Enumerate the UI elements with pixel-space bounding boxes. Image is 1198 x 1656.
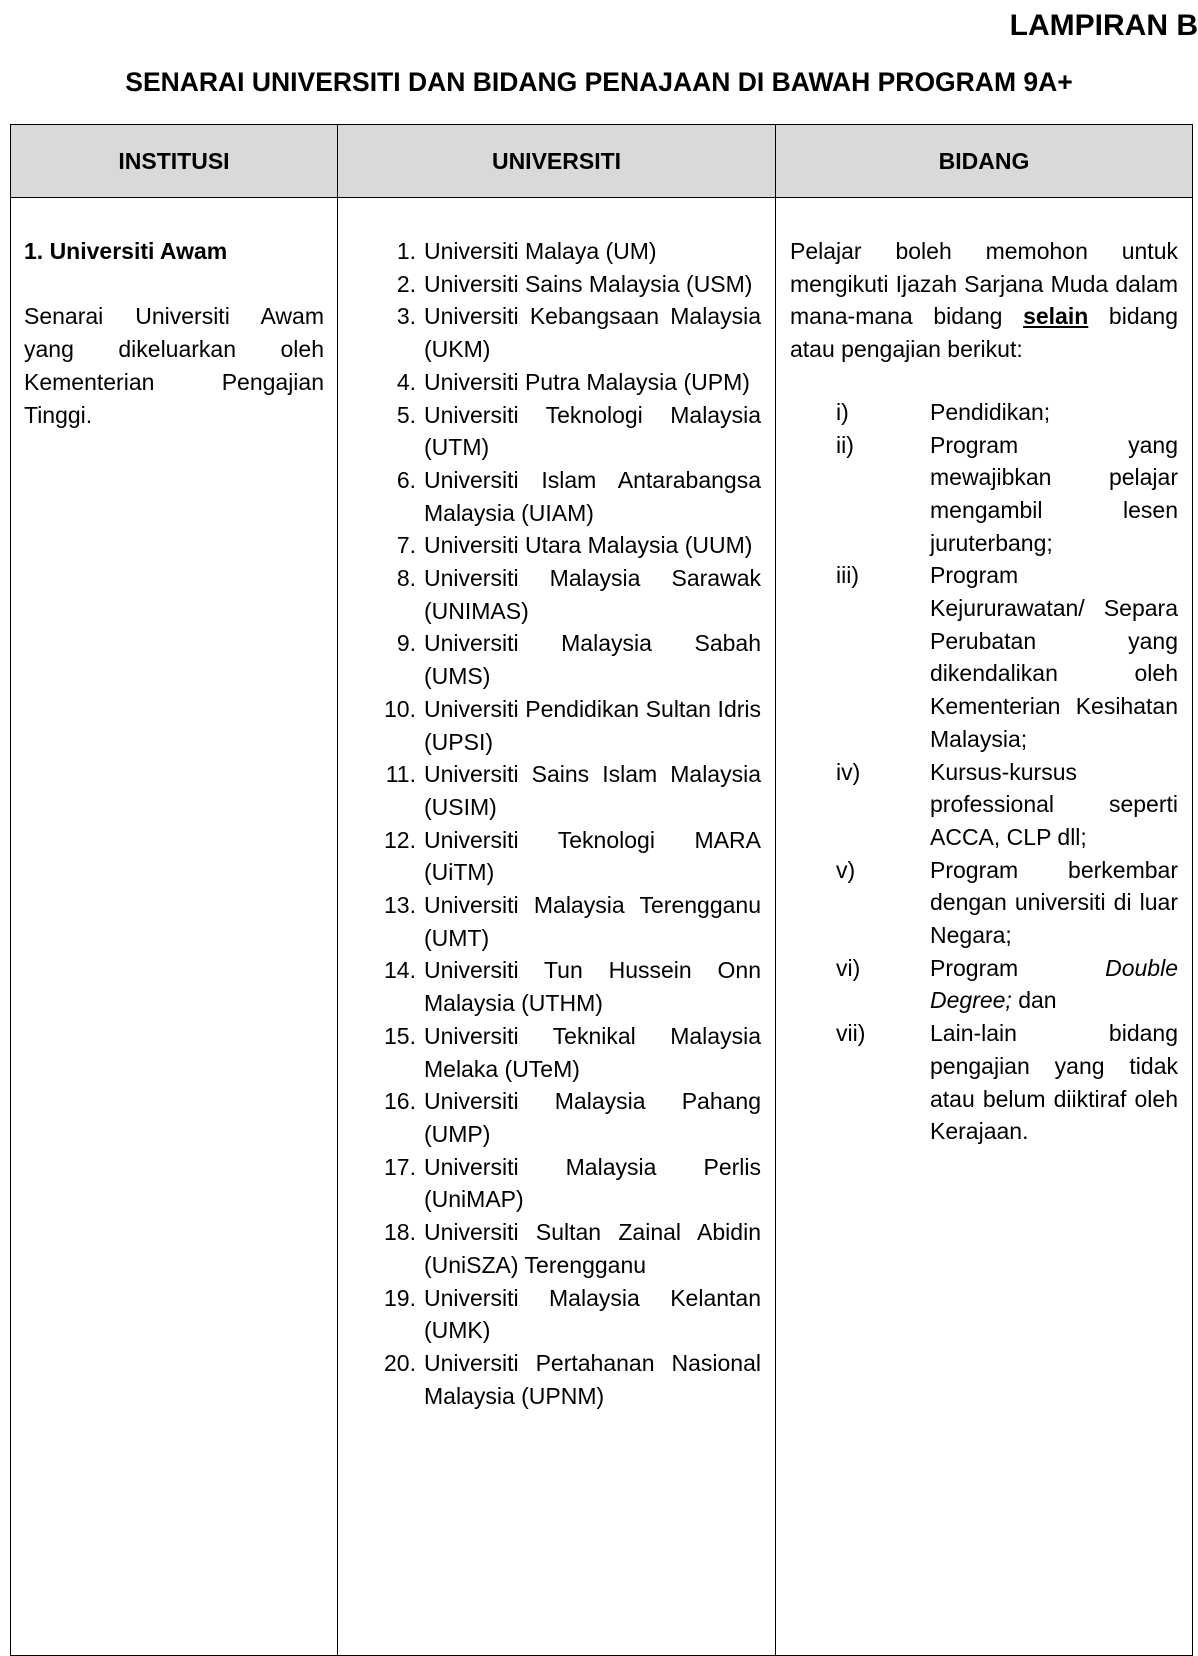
list-item-numeral: vi)	[836, 954, 861, 981]
list-item-number: 1.	[396, 238, 416, 264]
list-item	[790, 952, 1178, 1017]
list-item	[790, 1017, 1178, 1148]
list-item-number: 17.	[384, 1153, 416, 1180]
university-name: Universiti Kebangsaan Malaysia (UKM)	[424, 303, 761, 363]
list-item-number: 3.	[396, 303, 416, 330]
list-item-numeral: vii)	[836, 1020, 866, 1047]
university-name: Universiti Pendidikan Sultan Idris (UPSI)	[424, 695, 761, 755]
list-item	[338, 268, 761, 301]
list-item-number: 16.	[384, 1088, 416, 1115]
list-item	[338, 758, 761, 823]
list-item	[790, 854, 1178, 952]
list-item	[338, 529, 761, 562]
exclusion-text-start: Program	[930, 954, 1106, 981]
list-item	[790, 396, 1178, 429]
university-name: Universiti Malaysia Kelantan (UMK)	[424, 1284, 761, 1344]
table-row	[11, 198, 1193, 1656]
universiti-cell	[338, 198, 776, 1656]
university-name: Universiti Sultan Zainal Abidin (UniSZA) Terengganu	[424, 1219, 761, 1278]
list-item-number: 18.	[384, 1219, 416, 1246]
list-item-number: 7.	[396, 532, 416, 559]
column-header-bidang: BIDANG	[776, 125, 1193, 198]
university-name: Universiti Malaysia Perlis (UniMAP)	[424, 1153, 761, 1213]
university-name: Universiti Malaya (UM)	[424, 238, 657, 264]
column-header-institusi: INSTITUSI	[11, 125, 338, 198]
table-header-row	[11, 125, 1193, 198]
list-item	[790, 429, 1178, 560]
exclusion-text: Lain-lain bidang pengajian yang tidak atau belum diiktiraf oleh Kerajaan.	[930, 1020, 1178, 1145]
list-item-numeral: iii)	[836, 562, 859, 589]
bidang-intro	[790, 235, 1178, 366]
list-item	[338, 1347, 761, 1412]
list-item	[338, 464, 761, 529]
exclusion-text: Pendidikan;	[930, 398, 1051, 425]
bidang-cell	[776, 198, 1193, 1656]
list-item-number: 2.	[396, 270, 416, 297]
column-header-universiti: UNIVERSITI	[338, 125, 776, 198]
university-name: Universiti Pertahanan Nasional Malaysia (UPNM)	[424, 1349, 761, 1409]
exclusion-text: Program Kejururawatan/ Separa Perubatan yang dikendalikan oleh Kementerian Kesihatan Malaysia;	[930, 562, 1178, 752]
institution-description: Senarai Universiti Awam yang dikeluarkan oleh Kementerian Pengajian Tinggi.	[24, 303, 324, 428]
university-name: Universiti Teknologi Malaysia (UTM)	[424, 401, 761, 461]
list-item	[338, 1282, 761, 1347]
list-item-number: 11.	[385, 761, 416, 788]
list-item-numeral: i)	[836, 398, 849, 425]
university-name: Universiti Sains Malaysia (USM)	[424, 270, 753, 297]
list-item-number: 19.	[384, 1284, 416, 1311]
university-name: Universiti Malaysia Terengganu (UMT)	[424, 892, 761, 951]
list-item-number: 14.	[384, 957, 416, 984]
university-name: Universiti Teknikal Malaysia Melaka (UTeM)	[424, 1022, 761, 1082]
bidang-intro-text-end: bidang atau pengajian berikut:	[790, 303, 1178, 363]
list-item	[338, 627, 761, 692]
university-name: Universiti Islam Antarabangsa Malaysia (UIAM)	[424, 466, 761, 526]
list-item-number: 20.	[384, 1349, 416, 1376]
list-item-number: 5.	[396, 401, 416, 428]
exclusion-text: Program yang mewajibkan pelajar mengambil lesen juruterbang;	[930, 431, 1178, 556]
list-item	[338, 366, 761, 399]
list-item-numeral: iv)	[836, 758, 861, 785]
list-item-number: 13.	[384, 892, 416, 919]
list-item	[338, 399, 761, 464]
appendix-label: LAMPIRAN B	[1009, 9, 1198, 42]
list-item-number: 9.	[396, 630, 416, 657]
sponsorship-table	[10, 124, 1193, 1656]
list-item	[338, 889, 761, 954]
exclusion-text	[930, 952, 1178, 1017]
bidang-intro-text: Pelajar boleh memohon untuk mengikuti Ijazah Sarjana Muda dalam mana-mana bidang	[790, 238, 1178, 330]
university-name: Universiti Utara Malaysia (UUM)	[424, 532, 753, 559]
university-name: Universiti Putra Malaysia (UPM)	[424, 368, 750, 395]
exclusion-text: Program berkembar dengan universiti di luar Negara;	[930, 856, 1178, 949]
university-list	[338, 235, 761, 1412]
list-item	[338, 1216, 761, 1281]
university-name: Universiti Malaysia Sabah (UMS)	[424, 630, 761, 690]
exclusion-text-italic: Double Degree;	[930, 954, 1178, 1014]
university-name: Universiti Sains Islam Malaysia (USIM)	[424, 761, 761, 820]
university-name: Universiti Malaysia Pahang (UMP)	[424, 1088, 761, 1147]
university-name: Universiti Malaysia Sarawak (UNIMAS)	[424, 565, 761, 624]
university-name: Universiti Tun Hussein Onn Malaysia (UTHM)	[424, 957, 761, 1017]
list-item	[338, 562, 761, 627]
list-item-number: 15.	[384, 1022, 416, 1049]
list-item-number: 6.	[396, 466, 416, 493]
list-item	[338, 954, 761, 1019]
list-item-number: 8.	[396, 565, 416, 592]
list-item-number: 10.	[384, 695, 416, 722]
list-item	[790, 559, 1178, 755]
exclusion-text: Kursus-kursus professional seperti ACCA, CLP dll;	[930, 758, 1178, 850]
list-item	[338, 1085, 761, 1150]
list-item	[338, 824, 761, 889]
exclusion-list	[790, 396, 1178, 1148]
institution-heading: 1. Universiti Awam	[24, 238, 228, 264]
document-title: SENARAI UNIVERSITI DAN BIDANG PENAJAAN DI BAWAH PROGRAM 9A+	[125, 67, 1073, 97]
list-item-number: 4.	[396, 368, 416, 395]
list-item	[338, 235, 761, 268]
institusi-cell	[11, 198, 338, 1656]
university-name: Universiti Teknologi MARA (UiTM)	[424, 826, 761, 886]
list-item-numeral: v)	[836, 856, 856, 883]
list-item	[338, 693, 761, 758]
bidang-intro-emphasis: selain	[1023, 303, 1089, 330]
list-item-number: 12.	[384, 826, 416, 853]
list-item	[338, 1151, 761, 1216]
list-item	[338, 1020, 761, 1085]
list-item	[790, 756, 1178, 854]
exclusion-text-end: dan	[1011, 987, 1057, 1014]
list-item	[338, 300, 761, 365]
list-item-numeral: ii)	[836, 431, 854, 458]
